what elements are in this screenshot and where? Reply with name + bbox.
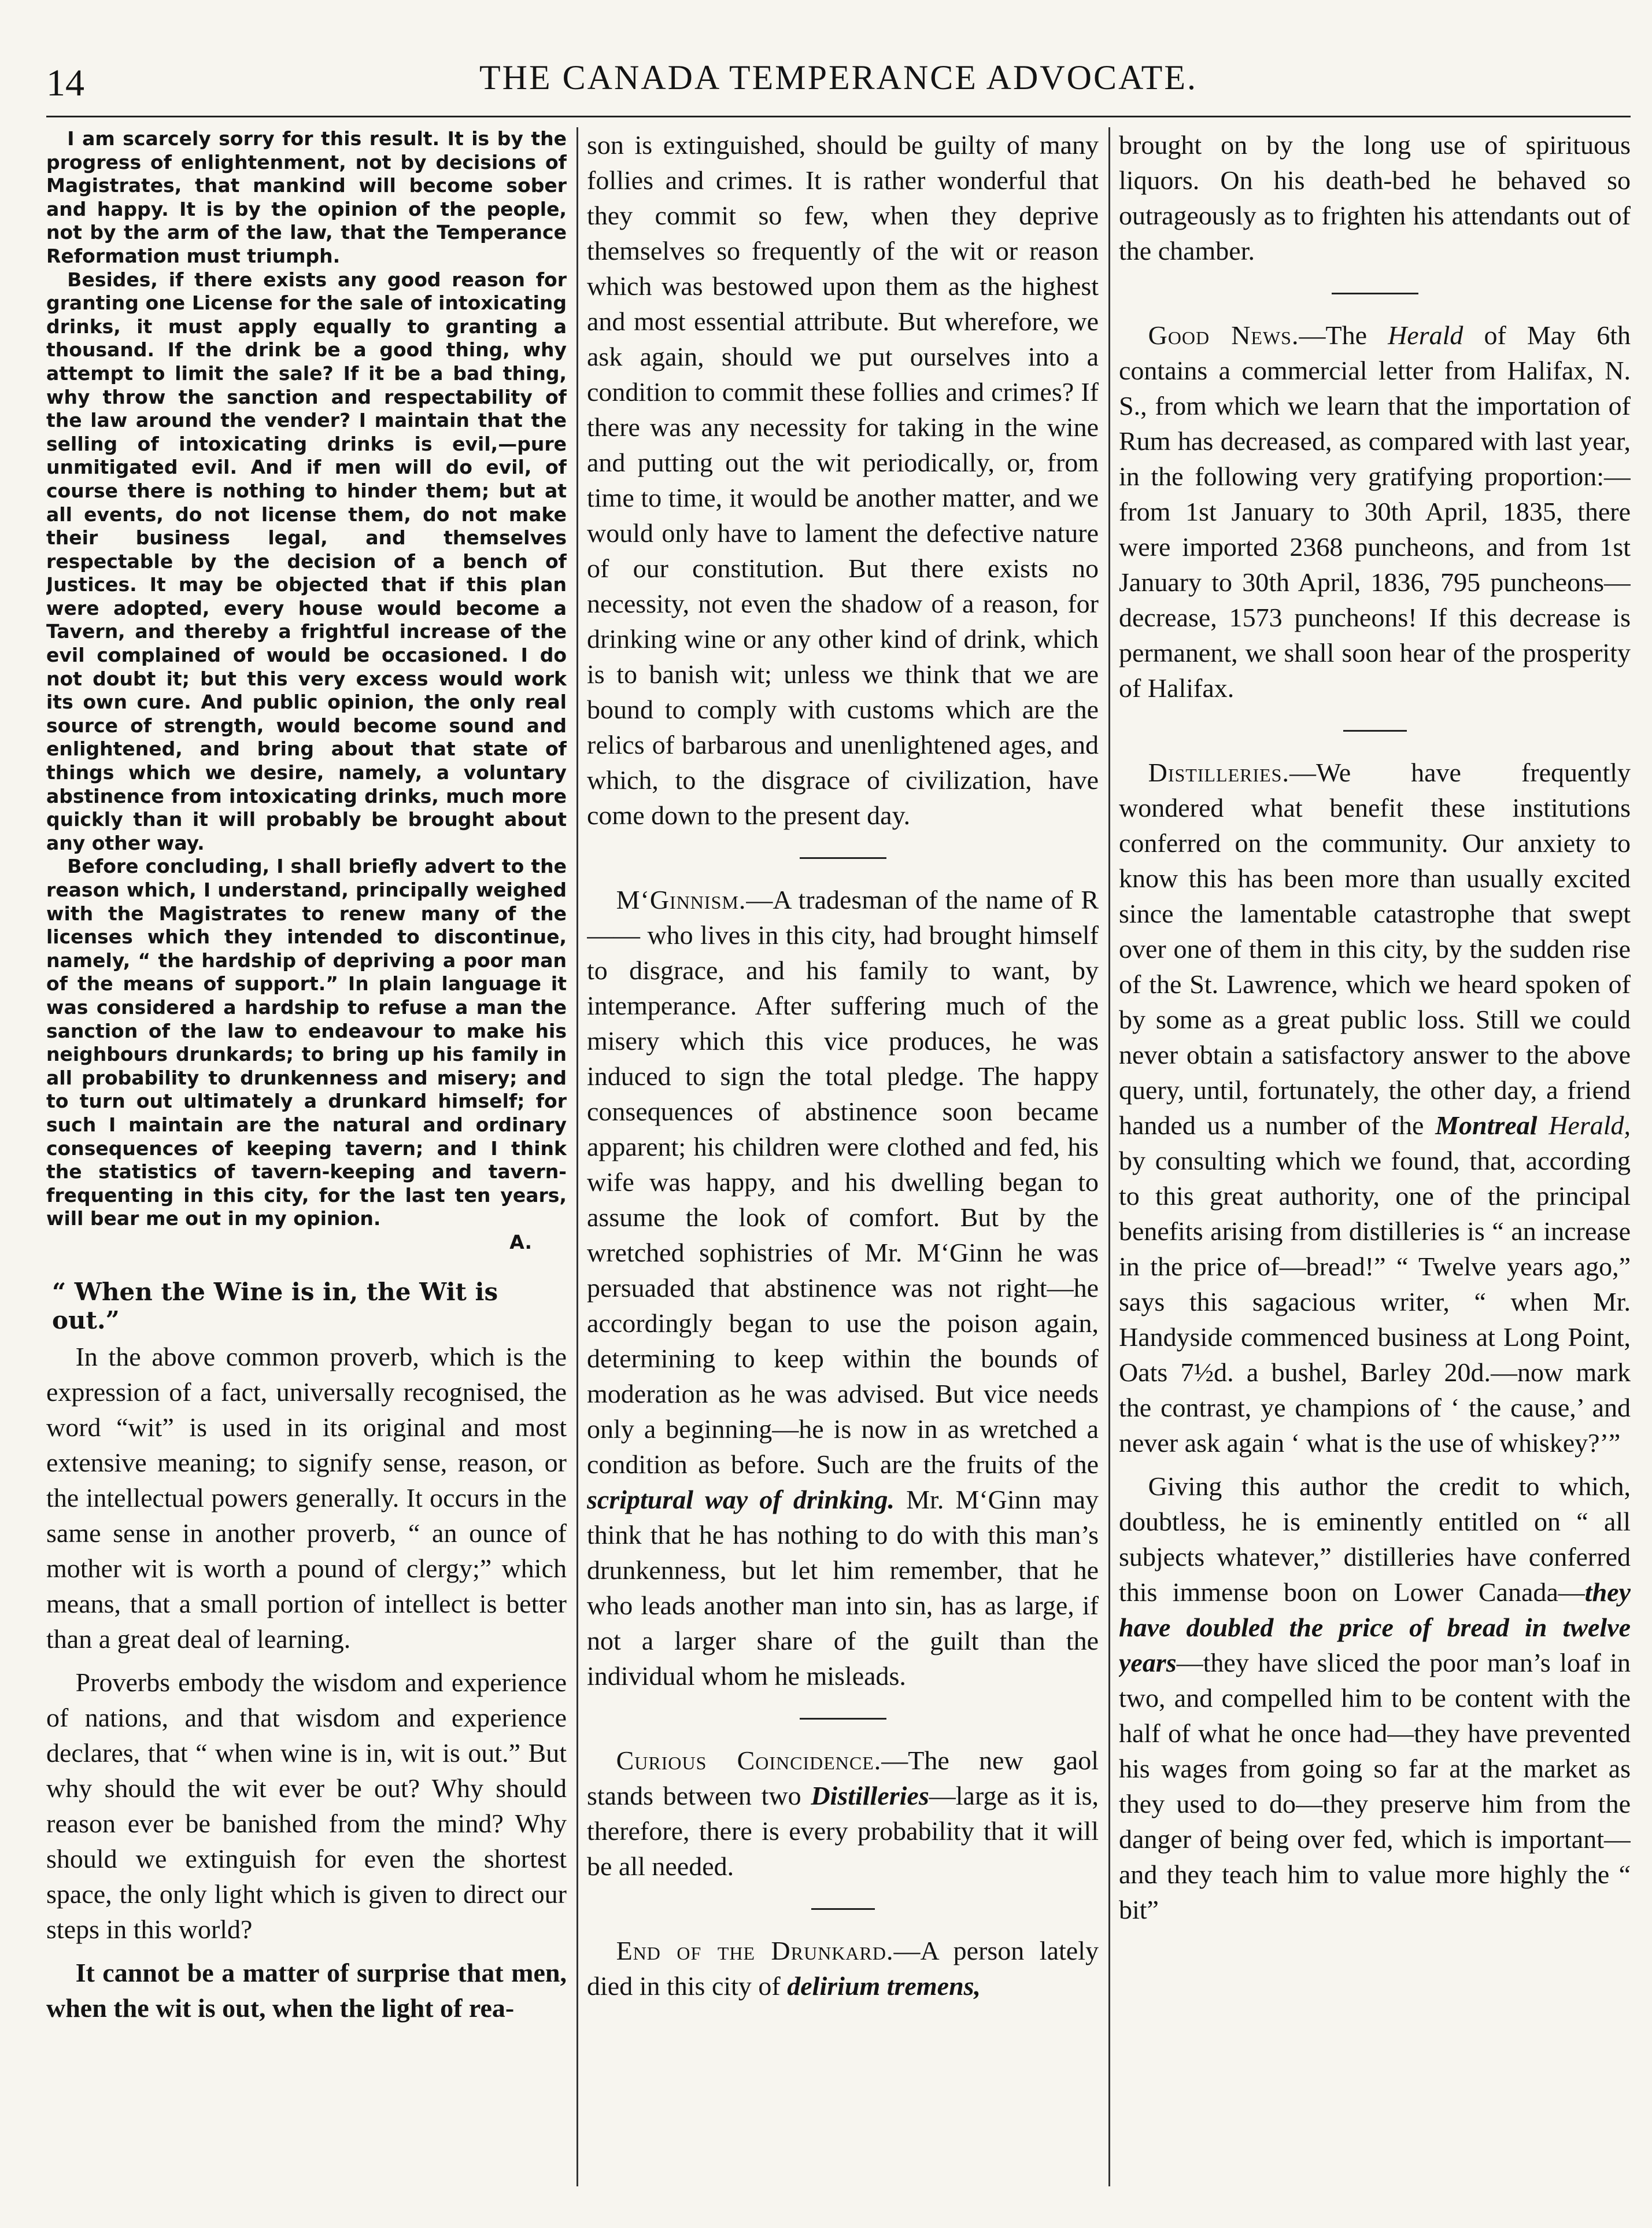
distilleries-article — [1119, 755, 1631, 1460]
letter-paragraph: Before concluding, I shall briefly advert to the reason which, I understand, principally weighed with the Magistrates to renew many of the licenses which they intended to discontinue, namely, “ the hardship of depriving a poor man of the means of support.” In plain language it was considered a hardship to refuse a man the sanction of the law to endeavour to make his neighbours drunkards; to bring up his family in all probability to drunkenness and misery; and to turn out ultimately a drunkard himself; for such I maintain are the natural and ordinary consequences of keeping tavern; and I think the statistics of tavern-keeping and tavern-frequenting in this city, for the last ten years, will bear me out in my opinion. — [46, 855, 567, 1230]
column-1 — [46, 127, 567, 2186]
section-separator — [1332, 293, 1418, 294]
article-emphasis: Herald, — [1548, 1111, 1631, 1140]
column-divider — [576, 127, 578, 2186]
article-text: —We have frequently wondered what benefit these institutions conferred on the community. Our anxiety to know this has been more than usually excited since the lamentable catastrophe that swept over one of them in this city, by the sudden rise of the St. Lawrence, which we heard spoken of by some as a great public loss. Still we could never obtain a satisfactory answer to the above query, until, fortunately, the other day, a friend handed us a number of the — [1119, 758, 1631, 1140]
letter-paragraph: Besides, if there exists any good reason for granting one License for the sale of intoxicating drinks, it must apply equally to granting a thousand. If the drink be a good thing, why attempt to limit the sale? If it be a bad thing, why throw the sanction and respectability of the law around the vender? I maintain that the selling of intoxicating drinks is evil,—pure unmitigated evil. And if men will do evil, of course there is nothing to hinder them; but at all events, do not license them, do not make their business legal, and themselves respectable by the decision of a bench of Justices. It may be objected that if this plan were adopted, every house would become a Tavern, and thereby a frightful increase of the evil complained of would be occasioned. I do not doubt it; but this very excess would work its own cure. And public opinion, the only real source of strength, would become sound and enlightened, and bring about that state of things which we desire, namely, a voluntary abstinence from intoxicating drinks, much more quickly than it will probably be brought about any other way. — [46, 268, 567, 854]
article-emphasis: delirium tremens, — [787, 1971, 981, 2001]
section-separator — [811, 1908, 875, 1910]
header-rule — [46, 116, 1631, 117]
article-text: —A person lately died in this city of — [587, 1936, 1099, 2001]
article-text: Giving this author the credit to which, doubtless, he is eminently entitled on “ all subjects whatever,” distilleries have conferred this immense boon on Lower Canada— — [1119, 1471, 1631, 1607]
drunkard-article — [587, 1933, 1099, 2004]
column-divider — [1108, 127, 1110, 2186]
article-text: Mr. M‘Ginn may think that he has nothing to do with this man’s drunkenness, but let him remember, that he who leads another man into sin, has as large, if not a larger share of the guilt than the individual whom he misleads. — [587, 1485, 1099, 1691]
section-separator — [1343, 730, 1407, 732]
essay-paragraph: Proverbs embody the wisdom and experience of nations, and that wisdom and experience declares, that “ when wine is in, wit is out.” But why should the wit ever be out? Why should reason ever be banished from the mind? Why should we extinguish for even the shortest space, the only light which is given to direct our steps in this world? — [46, 1667, 567, 1944]
essay-title: “ When the Wine is in, the Wit is out.” — [52, 1277, 498, 1334]
section-separator — [800, 1718, 886, 1720]
coincidence-article — [587, 1743, 1099, 1884]
article-text: —large as it is, therefore, there is every probability that it will be all needed. — [587, 1781, 1099, 1881]
masthead-title: THE CANADA TEMPERANCE ADVOCATE. — [479, 58, 1198, 97]
essay-paragraph: It cannot be a matter of surprise that men, when the wit is out, when the light of rea- — [46, 1957, 567, 2023]
article-heading: Good News. — [1148, 320, 1299, 350]
section-separator — [800, 857, 886, 859]
letter-paragraph: I am scarcely sorry for this result. It is by the progress of enlightenment, not by decisions of Magistrates, that mankind will become sober and happy. It is by the opinion of the people, not by the arm of the law, that the Temperance Reformation must triumph. — [46, 127, 567, 267]
article-emphasis: scriptural way of drinking. — [587, 1485, 895, 1514]
article-text: of May 6th contains a commercial letter from Halifax, N. S., from which we learn that the importation of Rum has decreased, as compared with last year, in the following very gratifying proportion:—from 1st January to 30th April, 1835, there were imported 2368 puncheons, and from 1st January to 30th April, 1836, 795 puncheons—decrease, 1573 puncheons! If this decrease is permanent, we shall soon hear of the prosperity of Halifax. — [1119, 320, 1631, 703]
essay-continuation: son is extinguished, should be guilty of many follies and crimes. It is rather wonderful that they commit so few, when they deprive themselves so frequently of the wit or reason which was bestowed upon them as the highest and most essential attribute. But wherefore, we ask again, should we put ourselves into a condition to commit these follies and crimes? If there was any necessity for taking in the wine and putting out the wit periodically, or, from time to time, it would be another matter, and we would only have to lament the defective nature of our constitution. But there exists no necessity, not even the shadow of a reason, for drinking wine or any other kind of drink, which is to banish wit; unless we think that we are bound to comply with customs which are the relics of barbarous and unenlightened ages, and which, to the disgrace of civilization, have come down to the present day. — [587, 130, 1099, 830]
letter-signature: A. — [509, 1230, 532, 1253]
article-heading: Distilleries. — [1148, 758, 1289, 787]
article-heading: Curious Coincidence. — [616, 1746, 882, 1775]
distilleries-paragraph — [1119, 1469, 1631, 1927]
article-text: by consulting which we found, that, according to this great authority, one of the principal benefits arising from distilleries is “ an increase in the price of—bread!” “ Twelve years ago,” says this sagacious writer, “ when Mr. Handyside commenced business at Long Point, Oats 7½d. a bushel, Barley 20d.—now mark the contrast, ye champions of ‘ the cause,’ and never ask again ‘ what is the use of whiskey?’” — [1119, 1146, 1631, 1458]
article-text: —The new gaol stands between two — [587, 1746, 1099, 1810]
article-emphasis: Montreal — [1435, 1111, 1538, 1140]
article-emphasis: they have doubled the price of bread in twelve years — [1119, 1577, 1631, 1677]
article-heading: M‘Ginnism. — [616, 885, 746, 914]
page-number: 14 — [46, 62, 84, 104]
article-emphasis: Herald — [1388, 320, 1463, 350]
column-2 — [587, 127, 1099, 2186]
mcginnism-article — [587, 882, 1099, 1694]
letter-to-editor — [46, 127, 567, 1255]
article-heading: End of the Drunkard. — [616, 1936, 894, 1965]
column-3 — [1119, 127, 1631, 2186]
page-header — [46, 58, 1631, 110]
article-text: —The — [1299, 320, 1367, 350]
drunkard-continuation: brought on by the long use of spirituous liquors. On his death-bed he behaved so outrageously as to frighten his attendants out of the chamber. — [1119, 130, 1631, 265]
article-text: —they have sliced the poor man’s loaf in two, and compelled him to be content with the half of what he once had—they have prevented his wages from going so far at the market as they used to do—they preserve him from the danger of being over fed, which is important—and they teach him to value more highly the “ bit” — [1119, 1648, 1631, 1924]
good-news-article — [1119, 318, 1631, 706]
essay-paragraph: In the above common proverb, which is the expression of a fact, universally recognised, the word “wit” is used in its original and most extensive meaning; to signify sense, reason, or the intellectual powers generally. It occurs in the same sense in another proverb, “ an ounce of mother wit is worth a pound of clergy;” which means, that a small portion of intellect is better than a great deal of learning. — [46, 1341, 567, 1654]
article-emphasis: Distilleries — [811, 1781, 929, 1810]
article-text: —A tradesman of the name of R—— who lives in this city, had brought himself to disgrace, and his family to want, by intemperance. After suffering much of the misery which this vice produces, he was induced to sign the total pledge. The happy consequences of abstinence soon became apparent; his children were clothed and fed, his wife was happy, and his dwelling began to assume the look of comfort. But by the wretched sophistries of Mr. M‘Ginn he was persuaded that abstinence was not right—he accordingly began to use the poison again, determining to keep within the bounds of moderation as he was advised. But vice needs only a beginning—he is now in as wretched a condition as before. Such are the fruits of the — [587, 885, 1099, 1479]
